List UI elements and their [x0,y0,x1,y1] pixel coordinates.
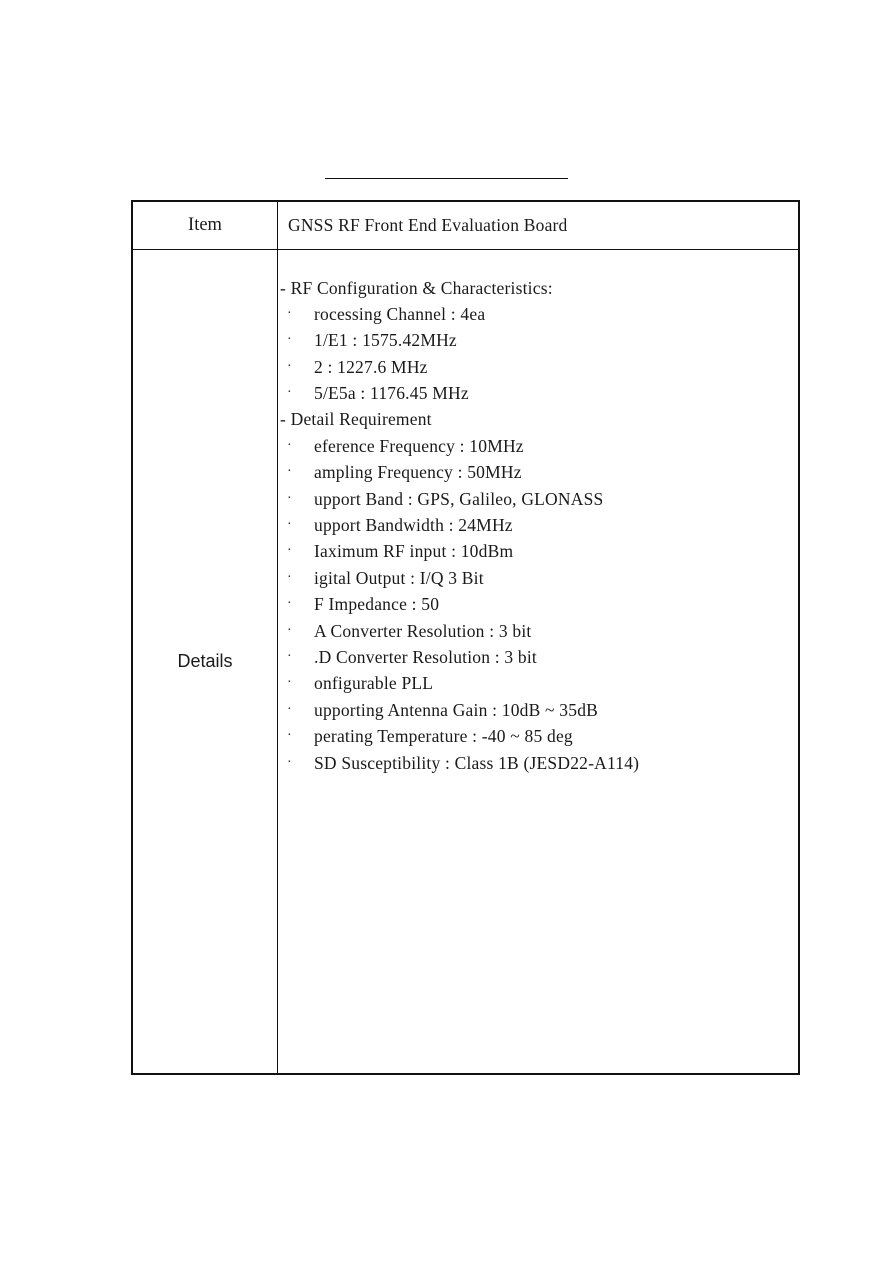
details-list-item [280,538,639,564]
bullet-dot: · [287,648,292,664]
details-list-item [280,512,639,538]
details-item-text: A Converter Resolution : 3 bit [314,620,532,641]
details-item-text: upport Bandwidth : 24MHz [314,515,513,536]
details-list-item [280,618,639,644]
details-item-text: perating Temperature : -40 ~ 85 deg [314,726,573,747]
details-list-item [280,354,639,380]
details-list-item [280,670,639,696]
details-list [280,275,639,776]
details-item-text: igital Output : I/Q 3 Bit [314,567,484,588]
details-list-item [280,301,639,327]
bullet-dot: · [287,754,292,770]
details-list-item [280,380,639,406]
spec-table [131,200,800,1075]
bullet-dot: · [287,543,292,559]
bullet-dot: · [287,701,292,717]
details-item-text: upporting Antenna Gain : 10dB ~ 35dB [314,699,599,720]
bullet-dot: · [287,675,292,691]
details-item-text: onfigurable PLL [314,673,434,694]
details-item-text: ampling Frequency : 50MHz [314,462,522,483]
bullet-dot: · [287,569,292,585]
bullet-dot: · [287,437,292,453]
bullet-dot: · [287,464,292,480]
details-list-item [280,486,639,512]
item-row [132,201,799,249]
details-item-text: F Impedance : 50 [314,594,440,615]
bullet-dot: · [287,490,292,506]
details-list-item [280,750,639,776]
details-section-heading: - Detail Requirement [280,409,432,430]
bullet-dot: · [287,622,292,638]
details-item-text: rocessing Channel : 4ea [314,303,486,324]
title-underline [325,178,568,179]
bullet-dot: · [287,358,292,374]
details-label: Details [132,249,278,1074]
details-item-text: 1/E1 : 1575.42MHz [314,330,457,351]
details-list-item [280,644,639,670]
details-item-text: .D Converter Resolution : 3 bit [314,646,537,667]
details-row [132,249,799,1074]
bullet-dot: · [287,332,292,348]
bullet-dot: · [287,728,292,744]
details-item-text: 2 : 1227.6 MHz [314,356,428,377]
details-list-item [280,697,639,723]
details-list-item [280,459,639,485]
details-item-text: Iaximum RF input : 10dBm [314,541,514,562]
bullet-dot: · [287,385,292,401]
details-list-item [280,565,639,591]
item-label: Item [132,201,278,249]
details-list-item [280,723,639,749]
details-item-text: 5/E5a : 1176.45 MHz [314,383,469,404]
details-item-text: upport Band : GPS, Galileo, GLONASS [314,488,604,509]
details-list-item [280,433,639,459]
details-list-item [280,327,639,353]
bullet-dot: · [287,305,292,321]
details-section-heading: - RF Configuration & Characteristics: [280,277,553,298]
details-item-text: eference Frequency : 10MHz [314,435,524,456]
details-cell [278,249,800,1074]
item-value: GNSS RF Front End Evaluation Board [278,201,800,249]
details-item-text: SD Susceptibility : Class 1B (JESD22-A114) [314,752,640,773]
bullet-dot: · [287,596,292,612]
details-list-item [280,591,639,617]
bullet-dot: · [287,517,292,533]
